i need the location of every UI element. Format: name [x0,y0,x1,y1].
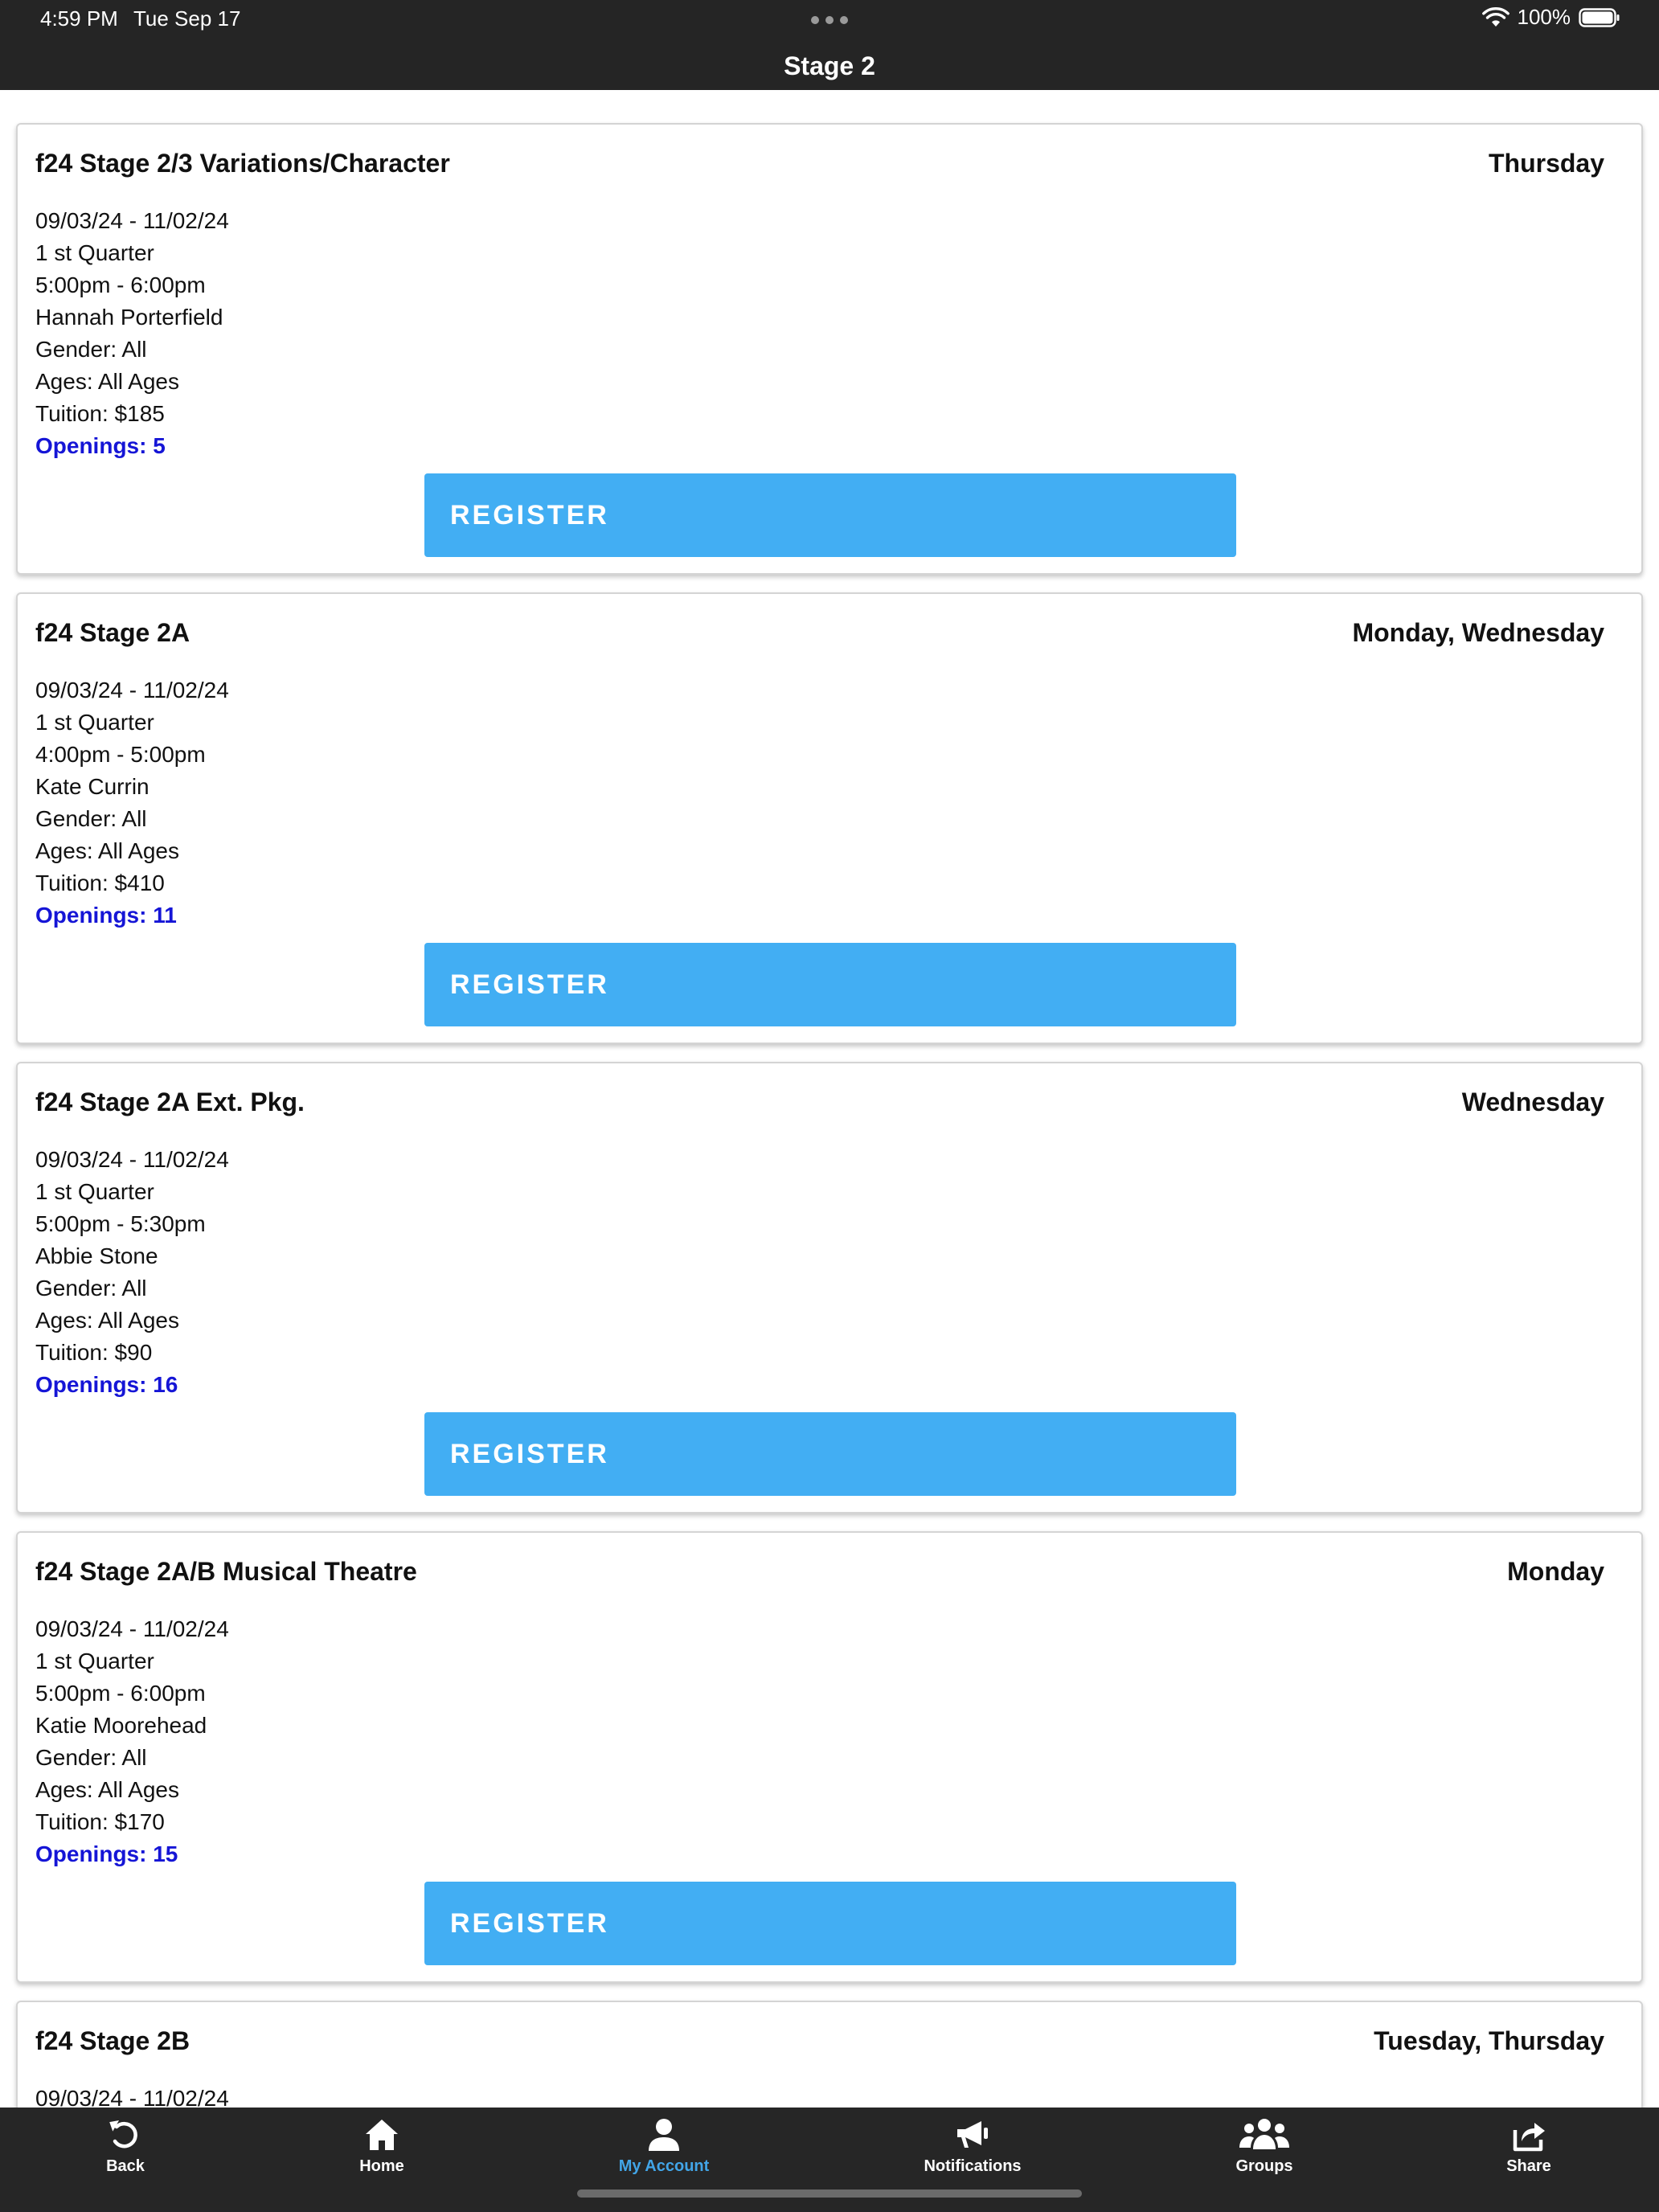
class-card [16,1531,1643,1983]
class-instructor: Abbie Stone [35,1243,158,1268]
register-button[interactable]: REGISTER [424,943,1236,1026]
class-time: 5:00pm - 6:00pm [35,1681,206,1706]
class-ages: Ages: All Ages [35,1308,180,1333]
class-details [35,205,229,462]
class-list[interactable] [0,90,1659,2108]
class-days: Wednesday [1461,1088,1604,1116]
home-indicator[interactable] [577,2189,1082,2198]
class-tuition: Tuition: $90 [35,1340,153,1365]
tab-share[interactable] [1440,2117,1617,2181]
class-instructor: Kate Currin [35,774,150,799]
class-title: f24 Stage 2A/B Musical Theatre [35,1557,417,1586]
tab-label: Back [106,2157,145,2175]
class-dates: 09/03/24 - 11/02/24 [35,1616,229,1641]
class-gender: Gender: All [35,1276,147,1301]
tab-label: Groups [1235,2157,1293,2175]
class-dates: 09/03/24 - 11/02/24 [35,2086,229,2108]
register-button[interactable]: REGISTER [424,1882,1236,1965]
class-details [35,2083,229,2108]
class-openings: Openings: 11 [35,903,177,928]
class-card [16,1062,1643,1514]
multitasking-dots-icon[interactable] [811,16,848,24]
wifi-icon [1482,7,1509,28]
tab-label: Home [359,2157,404,2175]
register-button[interactable]: REGISTER [424,1412,1236,1496]
tab-label: My Account [618,2157,710,2175]
class-time: 5:00pm - 5:30pm [35,1211,206,1236]
class-title: f24 Stage 2A [35,618,190,647]
class-tuition: Tuition: $170 [35,1809,165,1834]
tab-back[interactable] [37,2117,214,2181]
users-group-icon [1238,2117,1291,2153]
class-title: f24 Stage 2A Ext. Pkg. [35,1088,305,1116]
battery-percent: 100% [1517,5,1571,29]
class-gender: Gender: All [35,1745,147,1770]
battery-icon [1579,8,1620,27]
tab-label: Share [1506,2157,1551,2175]
class-details [35,1613,229,1870]
class-tuition: Tuition: $185 [35,401,165,426]
class-quarter: 1 st Quarter [35,240,154,265]
status-time: 4:59 PM [40,6,118,31]
undo-arrow-icon [107,2117,144,2153]
class-tuition: Tuition: $410 [35,870,165,895]
class-openings: Openings: 16 [35,1372,178,1397]
class-details [35,674,229,932]
user-icon [645,2117,682,2153]
class-days: Monday [1507,1557,1604,1586]
class-time: 4:00pm - 5:00pm [35,742,206,767]
class-gender: Gender: All [35,806,147,831]
tab-groups[interactable] [1176,2117,1353,2181]
share-icon [1510,2117,1547,2153]
megaphone-icon [954,2117,991,2153]
home-icon [363,2117,400,2153]
class-title: f24 Stage 2/3 Variations/Character [35,149,450,178]
class-dates: 09/03/24 - 11/02/24 [35,678,229,703]
status-date: Tue Sep 17 [133,6,241,31]
class-quarter: 1 st Quarter [35,1179,154,1204]
top-bar [0,0,1659,90]
class-card [16,123,1643,575]
class-days: Thursday [1488,149,1604,178]
register-button[interactable]: REGISTER [424,473,1236,557]
class-ages: Ages: All Ages [35,1777,180,1802]
class-gender: Gender: All [35,337,147,362]
status-indicators [1482,5,1621,30]
class-card [16,592,1643,1044]
class-quarter: 1 st Quarter [35,1649,154,1673]
tab-label: Notifications [924,2157,1022,2175]
class-openings: Openings: 15 [35,1841,178,1866]
class-details [35,1144,229,1401]
class-openings: Openings: 5 [35,433,166,458]
tab-home[interactable] [293,2117,470,2181]
tab-notifications[interactable] [884,2117,1061,2181]
class-time: 5:00pm - 6:00pm [35,272,206,297]
class-quarter: 1 st Quarter [35,710,154,735]
class-ages: Ages: All Ages [35,838,180,863]
class-instructor: Katie Moorehead [35,1713,207,1738]
class-dates: 09/03/24 - 11/02/24 [35,1147,229,1172]
class-title: f24 Stage 2B [35,2026,190,2055]
class-card [16,2001,1643,2108]
class-days: Monday, Wednesday [1352,618,1604,647]
page-title: Stage 2 [784,51,875,80]
class-days: Tuesday, Thursday [1374,2026,1604,2055]
class-instructor: Hannah Porterfield [35,305,223,330]
class-dates: 09/03/24 - 11/02/24 [35,208,229,233]
class-ages: Ages: All Ages [35,369,180,394]
tab-my-account[interactable] [576,2117,752,2181]
